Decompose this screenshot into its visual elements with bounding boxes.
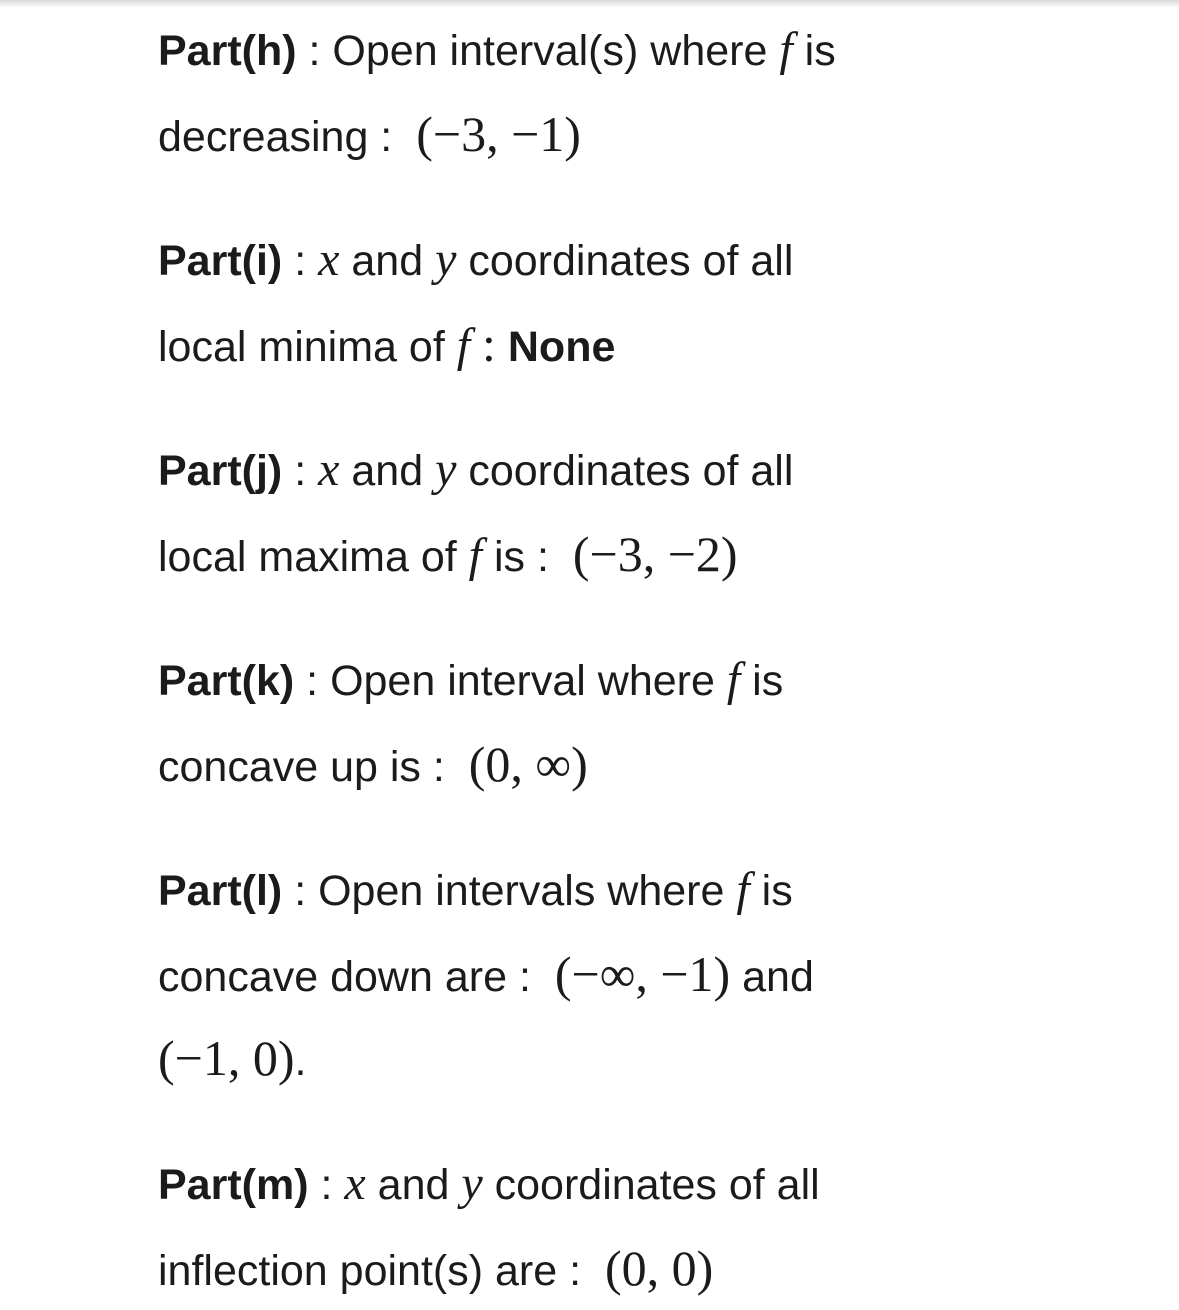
and-text: and — [351, 237, 424, 285]
part-i-label: Part(i) — [158, 237, 283, 285]
part-l-text: Open intervals where — [318, 867, 725, 915]
var-y: y — [435, 233, 457, 286]
part-m-label: Part(m) — [158, 1161, 309, 1209]
part-l-line-1 — [158, 860, 793, 921]
var-x: x — [318, 443, 340, 496]
part-k-value: (0, ∞) — [468, 736, 588, 792]
part-m-line-2 — [158, 1238, 713, 1301]
part-i-line-2 — [158, 314, 615, 377]
part-i-colon: : — [482, 316, 496, 372]
part-l-line-3 — [158, 1028, 306, 1091]
part-h-line-1 — [158, 20, 836, 81]
part-j-text-2: local maxima of — [158, 533, 457, 581]
part-j-text: coordinates of all — [468, 447, 794, 495]
var-f: f — [468, 529, 483, 582]
part-l-label: Part(l) — [158, 867, 283, 915]
part-i-line-1 — [158, 230, 793, 291]
part-j-line-2 — [158, 524, 738, 587]
part-l-text-is: is — [761, 867, 793, 915]
and-text: and — [377, 1161, 450, 1209]
part-k-text: Open interval where — [330, 657, 715, 705]
colon: : — [294, 867, 319, 915]
part-j-text-is: is : — [493, 533, 549, 581]
part-h-value: (−3, −1) — [416, 106, 581, 162]
part-k-line-2 — [158, 734, 588, 797]
part-l-text-2: concave down are : — [158, 953, 531, 1001]
var-f: f — [726, 653, 741, 706]
and-text: and — [351, 447, 424, 495]
part-m-value: (0, 0) — [604, 1240, 714, 1296]
top-shadow — [0, 0, 1179, 8]
var-y: y — [435, 443, 457, 496]
part-j-label: Part(j) — [158, 447, 283, 495]
part-l-line-2 — [158, 944, 814, 1007]
part-h-line-2 — [158, 104, 581, 167]
var-y: y — [461, 1157, 483, 1210]
colon: : — [320, 1161, 345, 1209]
part-h-text: Open interval(s) where — [332, 27, 768, 75]
period: . — [294, 1037, 307, 1085]
part-l-value-2: (−1, 0) — [158, 1030, 295, 1086]
colon: : — [306, 657, 331, 705]
var-f: f — [736, 863, 750, 916]
var-x: x — [344, 1157, 366, 1210]
var-f: f — [779, 23, 793, 76]
part-i-text-2: local minima of — [158, 323, 445, 371]
colon: : — [308, 27, 333, 75]
part-k-text-2: concave up is : — [158, 743, 445, 791]
part-i-text: coordinates of all — [468, 237, 794, 285]
part-k-label: Part(k) — [158, 657, 295, 705]
part-m-text: coordinates of all — [494, 1161, 820, 1209]
part-m-line-1 — [158, 1154, 820, 1215]
part-j-value: (−3, −2) — [572, 526, 738, 582]
part-l-value-1: (−∞, −1) — [554, 946, 731, 1002]
part-h-text-is: is — [804, 27, 836, 75]
part-h-text-decreasing: decreasing : — [158, 113, 393, 161]
colon: : — [294, 237, 319, 285]
part-k-line-1 — [158, 650, 783, 711]
part-j-line-1 — [158, 440, 793, 501]
part-i-value: None — [507, 323, 616, 371]
part-m-text-2: inflection point(s) are : — [158, 1247, 582, 1295]
and-text: and — [742, 953, 814, 1001]
var-f: f — [456, 319, 471, 372]
part-h-label: Part(h) — [158, 27, 297, 75]
var-x: x — [318, 233, 340, 286]
colon: : — [294, 447, 319, 495]
part-k-text-is: is — [752, 657, 784, 705]
